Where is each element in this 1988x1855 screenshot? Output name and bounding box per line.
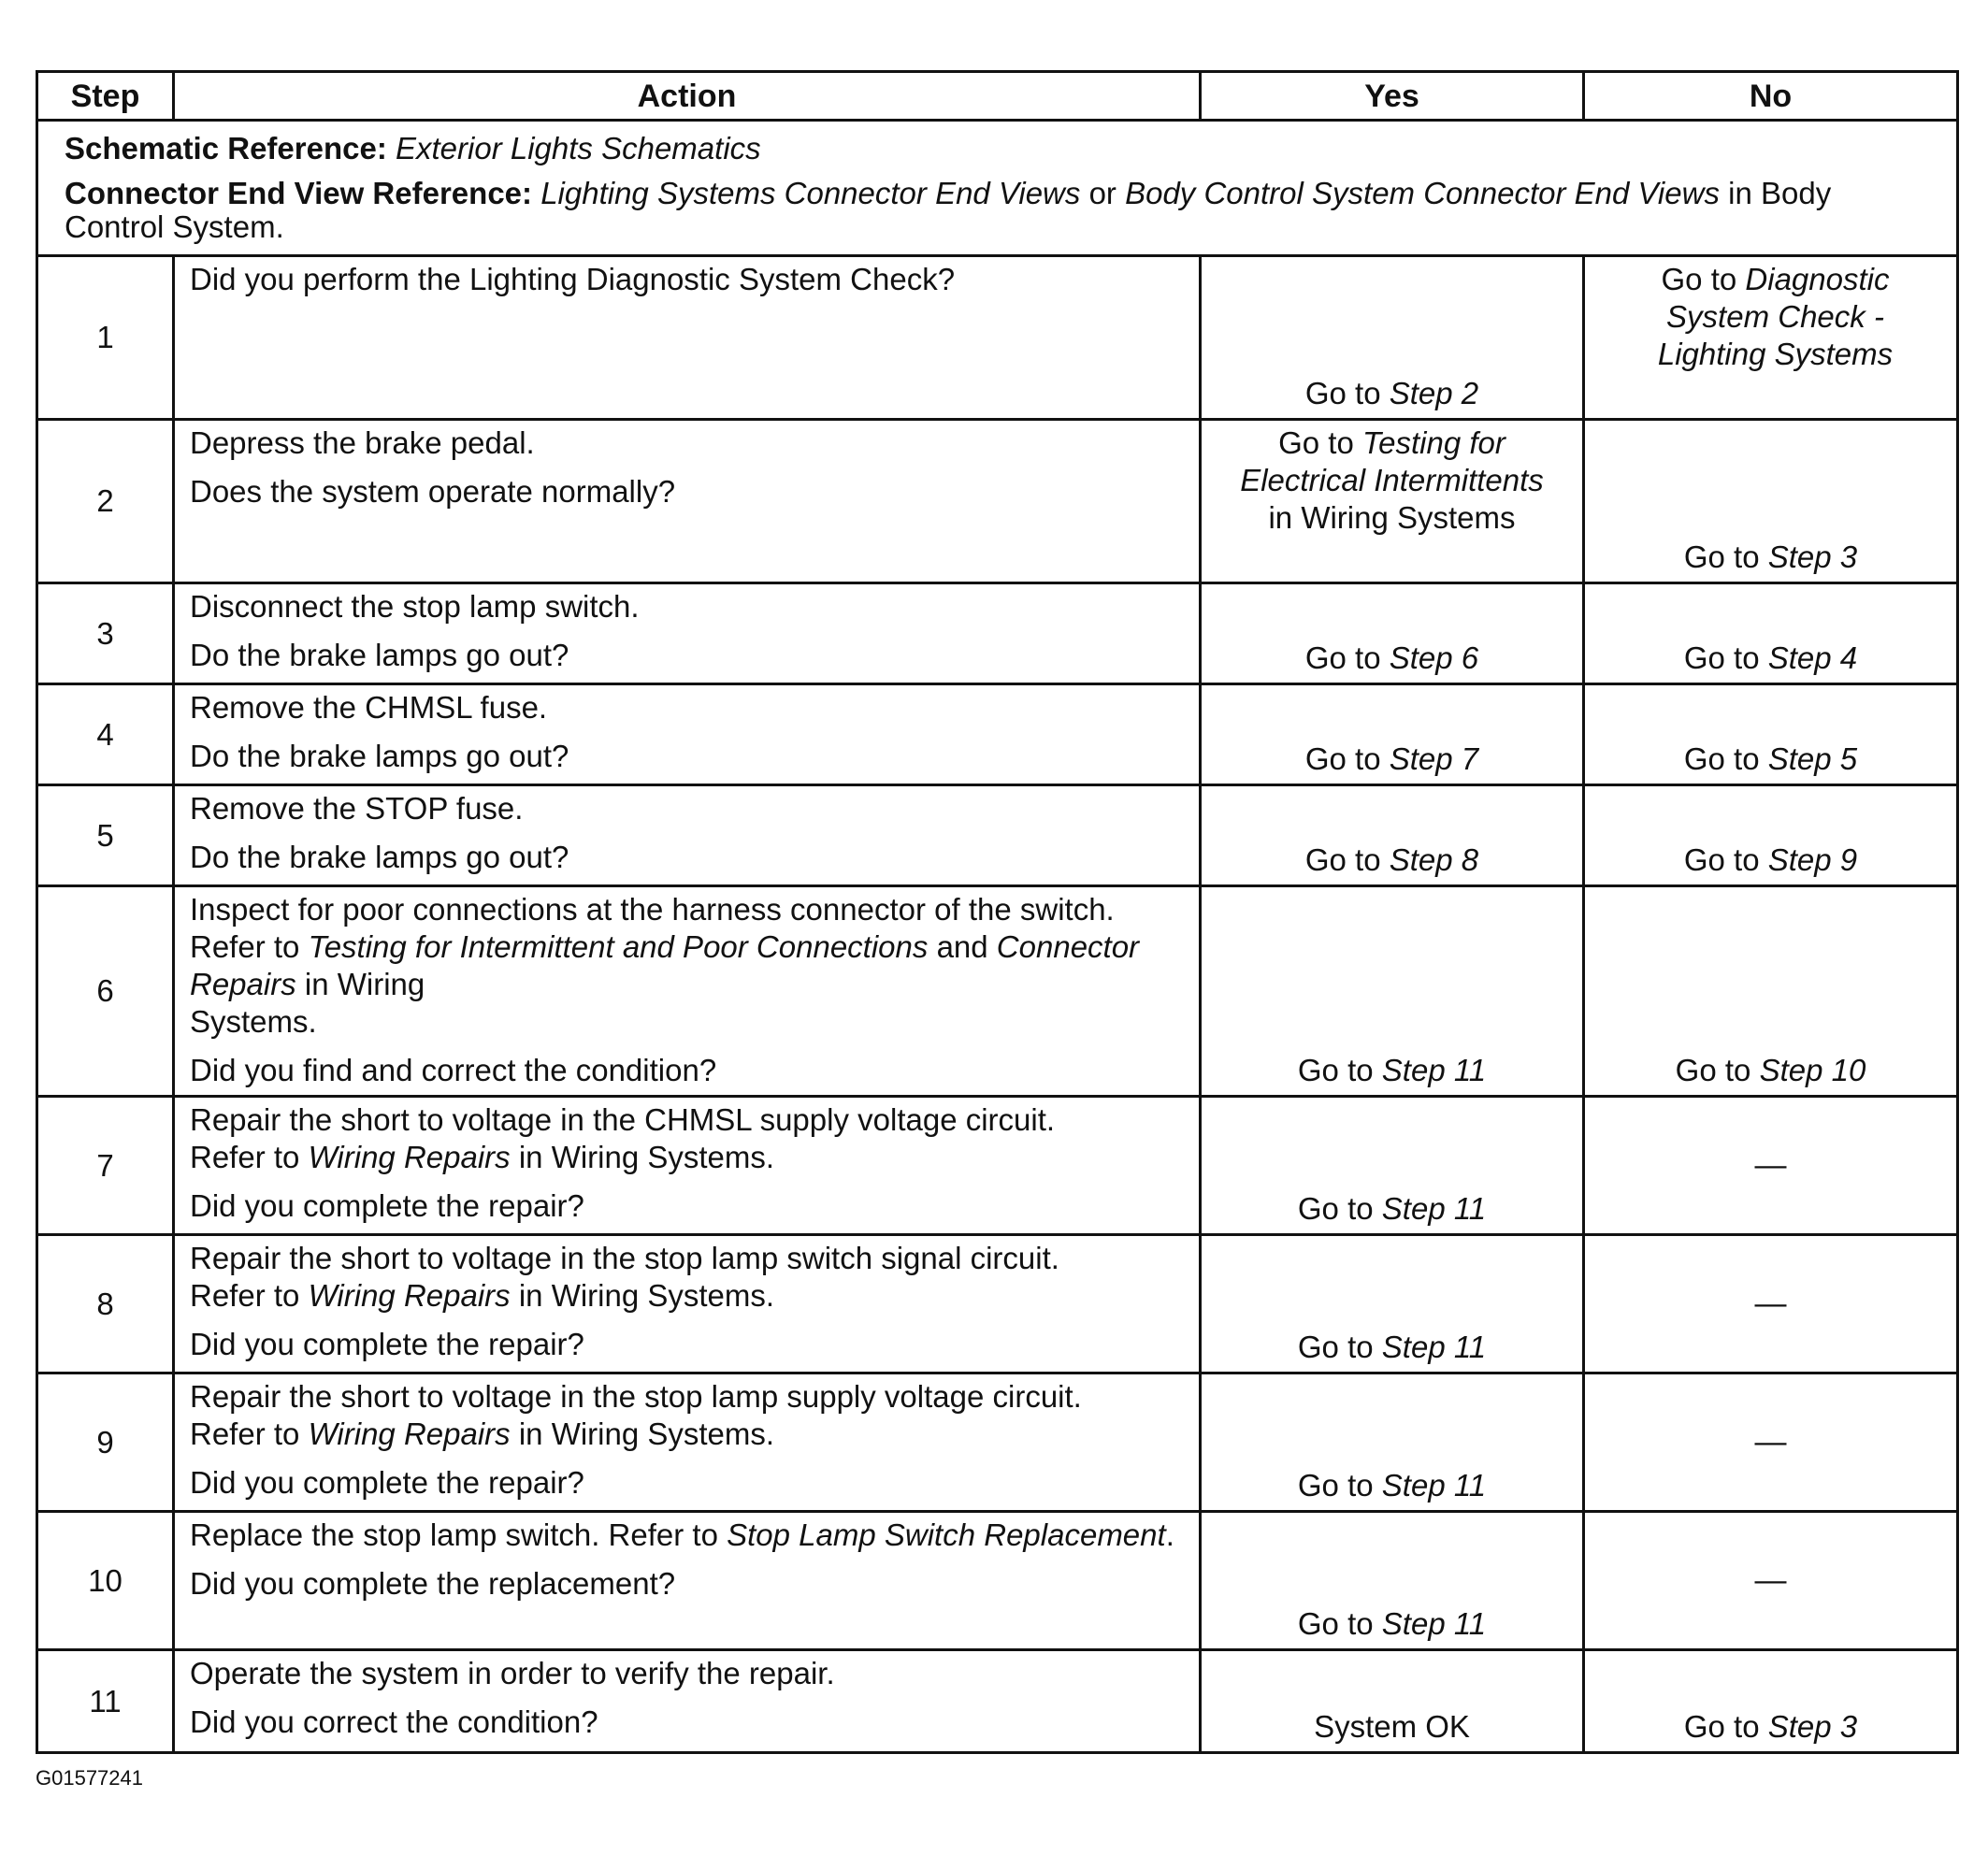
connector-reference-link-1[interactable]: Lighting Systems Connector End Views [540, 176, 1081, 210]
action-cell [174, 1235, 1201, 1373]
no-prefix: Go to [1675, 1053, 1751, 1087]
action-link-switch-replacement[interactable]: Stop Lamp Switch Replacement [727, 1517, 1166, 1552]
no-link[interactable]: Step 3 [1767, 1709, 1858, 1744]
action-question: Do the brake lamps go out? [190, 840, 569, 874]
no-cell [1584, 583, 1958, 684]
step-number: 7 [37, 1097, 174, 1235]
action-question: Do the brake lamps go out? [190, 739, 569, 773]
no-cell [1584, 1097, 1958, 1235]
action-cell [174, 1373, 1201, 1512]
yes-prefix: Go to [1297, 1606, 1374, 1641]
action-text [190, 1378, 1184, 1453]
no-cell [1584, 684, 1958, 785]
table-row [37, 785, 1958, 886]
step-number: 2 [37, 420, 174, 583]
action-question: Did you complete the repair? [190, 1188, 584, 1223]
action-text-refer: Refer to [190, 1140, 300, 1174]
yes-link[interactable]: Step 11 [1381, 1191, 1487, 1226]
action-cell [174, 785, 1201, 886]
action-text [190, 1240, 1184, 1315]
action-question: Did you complete the replacement? [190, 1566, 676, 1601]
action-text-refer: Refer to [190, 1278, 300, 1313]
diagnostic-table [36, 70, 1959, 1754]
connector-reference [65, 177, 1936, 244]
no-prefix: Go to [1683, 842, 1760, 877]
table-row [37, 1235, 1958, 1373]
schematic-reference [65, 130, 1936, 167]
step-number: 3 [37, 583, 174, 684]
step-number: 5 [37, 785, 174, 886]
header-yes: Yes [1201, 72, 1584, 121]
action-cell [174, 886, 1201, 1097]
no-cell [1584, 785, 1958, 886]
step-number: 8 [37, 1235, 174, 1373]
no-dash: — [1754, 1285, 1787, 1321]
no-link[interactable]: Step 5 [1767, 741, 1858, 776]
action-cell [174, 684, 1201, 785]
action-text-suffix: in Wiring [304, 967, 425, 1001]
no-prefix: Go to [1683, 741, 1760, 776]
yes-cell [1201, 420, 1584, 583]
action-question: Did you correct the condition? [190, 1704, 598, 1739]
action-text [190, 1517, 1184, 1554]
yes-link[interactable]: Step 11 [1381, 1330, 1487, 1364]
table-header-row [37, 72, 1958, 121]
action-text-intro: Repair the short to voltage in the stop lamp switch signal circuit. [190, 1241, 1059, 1275]
schematic-reference-link[interactable]: Exterior Lights Schematics [396, 131, 761, 165]
figure-id: G01577241 [36, 1766, 143, 1790]
action-link-wiring-repairs[interactable]: Wiring Repairs [308, 1416, 511, 1451]
yes-link[interactable]: Step 11 [1381, 1606, 1487, 1641]
yes-link[interactable]: Step 11 [1381, 1468, 1487, 1503]
table-row [37, 1097, 1958, 1235]
action-text-intro: Repair the short to voltage in the stop lamp supply voltage circuit. [190, 1379, 1082, 1414]
connector-reference-suffix: in Body Control System. [65, 176, 1832, 244]
no-cell [1584, 1512, 1958, 1650]
yes-cell [1201, 1512, 1584, 1650]
action-cell [174, 420, 1201, 583]
yes-link[interactable]: Step 8 [1389, 842, 1479, 877]
yes-link[interactable]: Step 6 [1389, 640, 1479, 675]
yes-cell [1201, 684, 1584, 785]
yes-cell [1201, 1235, 1584, 1373]
action-question: Did you complete the repair? [190, 1327, 584, 1361]
no-prefix: Go to [1683, 539, 1760, 574]
yes-cell [1201, 583, 1584, 684]
yes-prefix: Go to [1304, 842, 1381, 877]
yes-prefix: Go to [1304, 741, 1381, 776]
yes-cell [1201, 1650, 1584, 1753]
no-link[interactable]: Step 4 [1767, 640, 1858, 675]
no-prefix: Go to [1661, 262, 1737, 296]
action-text-tail: Systems. [190, 1004, 317, 1039]
action-question: Do the brake lamps go out? [190, 638, 569, 672]
yes-cell [1201, 1373, 1584, 1512]
action-text-intro: Inspect for poor connections at the harness connector of the switch. Refer to [190, 892, 1115, 964]
no-cell [1584, 1235, 1958, 1373]
yes-prefix: Go to [1304, 376, 1381, 410]
action-link-intermittent[interactable]: Testing for Intermittent and Poor Connections [308, 929, 929, 964]
yes-link[interactable]: Step 7 [1389, 741, 1479, 776]
action-text-suffix: in Wiring Systems. [518, 1278, 775, 1313]
yes-prefix: Go to [1304, 640, 1381, 675]
table-row [37, 256, 1958, 420]
yes-suffix: in Wiring Systems [1268, 500, 1516, 535]
action-question: Did you complete the repair? [190, 1465, 584, 1500]
action-cell [174, 256, 1201, 420]
action-cell [174, 1512, 1201, 1650]
header-step: Step [37, 72, 174, 121]
action-text-suffix: in Wiring Systems. [518, 1140, 775, 1174]
step-number: 10 [37, 1512, 174, 1650]
yes-system-ok: System OK [1314, 1709, 1470, 1744]
action-cell [174, 583, 1201, 684]
table-row [37, 1512, 1958, 1650]
action-text-refer: Refer to [190, 1416, 300, 1451]
step-number: 4 [37, 684, 174, 785]
yes-prefix: Go to [1297, 1468, 1374, 1503]
no-dash: — [1754, 1146, 1787, 1183]
action-text-intro: Repair the short to voltage in the CHMSL supply voltage circuit. [190, 1102, 1056, 1137]
step-number: 9 [37, 1373, 174, 1512]
yes-link[interactable]: Testing for Electrical Intermittents [1240, 425, 1544, 497]
action-text-suffix: in Wiring Systems. [518, 1416, 775, 1451]
yes-cell [1201, 785, 1584, 886]
no-dash: — [1754, 1423, 1787, 1460]
no-prefix: Go to [1683, 640, 1760, 675]
no-dash: — [1754, 1561, 1787, 1598]
action-text: Disconnect the stop lamp switch. [190, 589, 640, 624]
step-number: 11 [37, 1650, 174, 1753]
action-text: Depress the brake pedal. [190, 425, 535, 460]
yes-link[interactable]: Step 11 [1381, 1053, 1487, 1087]
table-row [37, 886, 1958, 1097]
action-text-intro: Replace the stop lamp switch. Refer to [190, 1517, 718, 1552]
no-prefix: Go to [1683, 1709, 1760, 1744]
table-row [37, 684, 1958, 785]
yes-cell [1201, 256, 1584, 420]
action-text: Did you perform the Lighting Diagnostic System Check? [190, 262, 956, 296]
action-cell [174, 1097, 1201, 1235]
action-link-connector-repairs[interactable]: Connector Repairs [190, 929, 1140, 1001]
action-link-wiring-repairs[interactable]: Wiring Repairs [308, 1278, 511, 1313]
yes-cell [1201, 886, 1584, 1097]
action-text: Remove the STOP fuse. [190, 791, 524, 826]
step-number: 1 [37, 256, 174, 420]
no-link[interactable]: Diagnostic System Check - Lighting Systems [1657, 262, 1894, 371]
schematic-reference-label: Schematic Reference: [65, 131, 387, 165]
action-text-and: and [936, 929, 988, 964]
action-text [190, 1101, 1184, 1176]
yes-prefix: Go to [1297, 1053, 1374, 1087]
no-link[interactable]: Step 10 [1759, 1053, 1866, 1087]
yes-prefix: Go to [1297, 1191, 1374, 1226]
table-row [37, 1373, 1958, 1512]
yes-cell [1201, 1097, 1584, 1235]
no-cell [1584, 420, 1958, 583]
action-question: Did you find and correct the condition? [190, 1053, 717, 1087]
yes-prefix: Go to [1278, 425, 1354, 460]
no-link[interactable]: Step 3 [1767, 539, 1858, 574]
header-no: No [1584, 72, 1958, 121]
reference-cell [37, 121, 1958, 256]
connector-reference-label: Connector End View Reference: [65, 176, 533, 210]
no-cell [1584, 1650, 1958, 1753]
table-row [37, 1650, 1958, 1753]
no-cell [1584, 256, 1958, 420]
table-row [37, 420, 1958, 583]
yes-link[interactable]: Step 2 [1389, 376, 1479, 410]
step-number: 6 [37, 886, 174, 1097]
action-text [190, 891, 1184, 1041]
no-link[interactable]: Step 9 [1767, 842, 1858, 877]
action-text-suffix: . [1165, 1517, 1174, 1552]
header-action: Action [174, 72, 1201, 121]
connector-reference-link-2[interactable]: Body Control System Connector End Views [1125, 176, 1720, 210]
action-link-wiring-repairs[interactable]: Wiring Repairs [308, 1140, 511, 1174]
table-row [37, 583, 1958, 684]
reference-row [37, 121, 1958, 256]
no-cell [1584, 886, 1958, 1097]
action-cell [174, 1650, 1201, 1753]
no-cell [1584, 1373, 1958, 1512]
action-text: Operate the system in order to verify the repair. [190, 1656, 835, 1690]
connector-reference-or: or [1088, 176, 1116, 210]
action-text: Remove the CHMSL fuse. [190, 690, 548, 725]
yes-prefix: Go to [1297, 1330, 1374, 1364]
action-question: Does the system operate normally? [190, 474, 676, 509]
